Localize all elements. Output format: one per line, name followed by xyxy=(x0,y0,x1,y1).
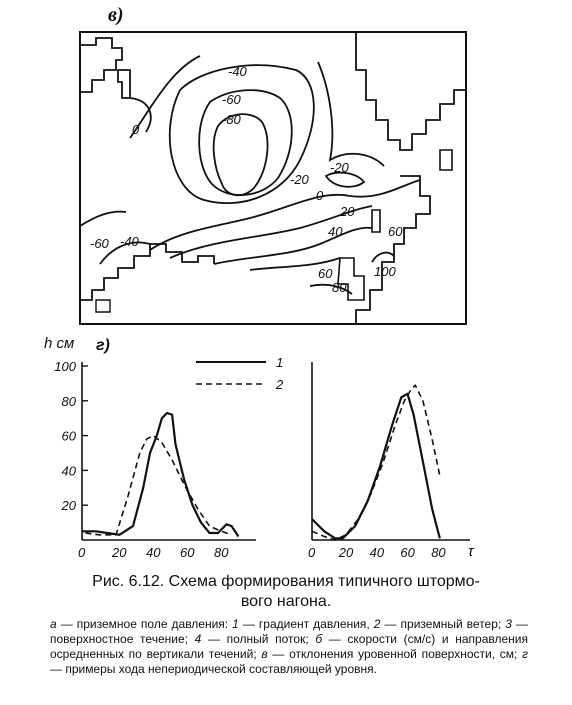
caption-title-line: Рис. 6.12. Схема формирования типичного штормо- xyxy=(92,573,480,590)
contour-label: -80 xyxy=(222,112,241,127)
contour-label: 0 xyxy=(316,188,324,203)
contour-label: -60 xyxy=(90,236,109,251)
contour-map xyxy=(0,0,572,340)
x-tick-label: 0 xyxy=(78,545,86,560)
caption-legend-part: — приземное поле давления: xyxy=(56,617,233,631)
caption-legend-part: — скорости (см/с) и направления осредненных по вертикали течений; xyxy=(50,632,529,661)
legend-label: 1 xyxy=(276,355,284,370)
contour-label: 20 xyxy=(340,204,355,219)
caption-legend-part: г xyxy=(522,647,528,661)
figure-caption-title xyxy=(40,572,532,612)
y-tick-label: 100 xyxy=(54,359,76,374)
caption-legend-part: 1 xyxy=(232,617,239,631)
map-frame xyxy=(80,32,466,324)
caption-title-line: вого нагона. xyxy=(240,593,332,610)
caption-legend-part: — приземный ветер; xyxy=(380,617,506,631)
x-axis-label: τ xyxy=(468,543,474,560)
contour-label: 60 xyxy=(388,224,403,239)
caption-legend-part: 2 xyxy=(373,617,381,631)
panel-letter-v: в) xyxy=(108,4,124,26)
caption-legend-part: а xyxy=(50,617,57,631)
chart-right xyxy=(308,362,470,560)
panel-letter-g: г) xyxy=(96,337,110,354)
contour-label: 60 xyxy=(318,266,333,281)
island-e xyxy=(440,150,452,170)
coastline-ne xyxy=(356,32,466,150)
contour-label: 80 xyxy=(332,280,347,295)
island-sw xyxy=(96,300,110,312)
y-tick-label: 20 xyxy=(61,498,76,514)
legend-label: 2 xyxy=(276,377,284,392)
x-tick-label: 20 xyxy=(338,545,354,560)
caption-legend-part: б xyxy=(315,632,323,646)
x-tick-label: 80 xyxy=(431,545,446,560)
y-tick-label: 80 xyxy=(61,393,76,409)
caption-legend-part: — примеры хода непериодической составляющей уровня. xyxy=(50,662,377,676)
contour-label: -40 xyxy=(228,64,247,79)
coastline-sw xyxy=(80,244,214,300)
caption-legend-part: 4 xyxy=(194,632,202,646)
x-tick-label: 40 xyxy=(369,545,385,560)
series-2-line xyxy=(85,436,231,535)
caption-legend-part: — полный поток; xyxy=(201,632,316,646)
figure-caption-legend xyxy=(50,617,528,677)
contour-100 xyxy=(372,253,394,262)
level-charts xyxy=(0,330,572,570)
x-tick-label: 60 xyxy=(180,545,195,560)
y-axis-label: h см xyxy=(44,335,75,352)
contour-label: 100 xyxy=(374,264,396,279)
caption-legend-part: — поверхностное течение; xyxy=(50,617,528,646)
coastline-nw xyxy=(80,38,122,92)
x-tick-label: 0 xyxy=(308,545,316,560)
y-tick-label: 60 xyxy=(61,428,76,444)
contour-label: -60 xyxy=(222,92,241,107)
x-tick-label: 20 xyxy=(112,545,127,560)
contour-label: -20 xyxy=(290,172,309,187)
contour-label: -40 xyxy=(120,234,139,249)
x-tick-label: 40 xyxy=(146,545,161,560)
x-tick-label: 60 xyxy=(400,545,415,560)
x-tick-label: 80 xyxy=(214,545,229,560)
series-1-line xyxy=(82,413,238,537)
chart-left xyxy=(54,359,256,560)
caption-legend-part: — отклонения уровенной поверхности, см; xyxy=(267,647,523,661)
caption-legend-part: в xyxy=(261,647,268,661)
series-1-line xyxy=(312,394,440,539)
caption-legend-part: — градиент давления, xyxy=(238,617,374,631)
y-tick-label: 40 xyxy=(61,463,76,479)
island-nw xyxy=(118,70,130,98)
contour-label: -20 xyxy=(330,160,349,175)
island-se xyxy=(372,210,380,232)
coastline-se xyxy=(356,176,430,324)
series-2-line xyxy=(312,385,440,540)
contour-label: 40 xyxy=(328,224,343,239)
contour-label: 0 xyxy=(132,122,140,137)
caption-legend-part: 3 xyxy=(505,617,512,631)
contour-0-north xyxy=(130,56,384,166)
